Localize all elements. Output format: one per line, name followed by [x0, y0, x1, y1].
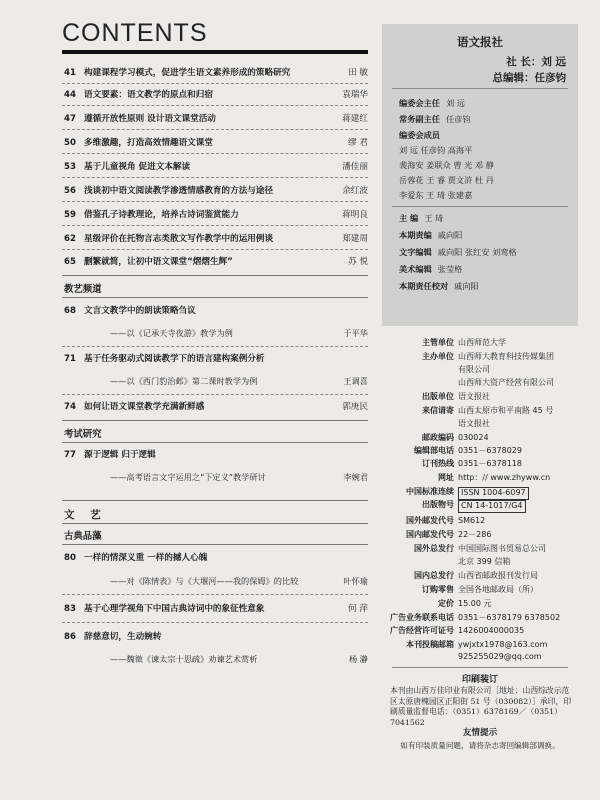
section-heading: 教艺频道: [64, 284, 102, 295]
publisher-name: 语文报社: [457, 35, 503, 49]
contents-title: CONTENTS: [62, 19, 208, 47]
divider: [392, 206, 568, 207]
section-divider: [62, 500, 368, 501]
section-heading: 考试研究: [64, 429, 102, 440]
section-divider: [62, 523, 368, 524]
members-row: 岳蓉花 王 睿 贾文浒 杜 丹: [399, 175, 494, 185]
tip-heading: 友情提示: [462, 728, 498, 738]
text-editors: 文字编辑 戚向阳 张红安 刘鸾格: [399, 247, 517, 257]
divider: [62, 153, 368, 154]
members-row: 裴海安 姜联众 曾 光 邓 静: [399, 160, 494, 170]
chief-editor-line: 总编辑：任彦钧: [492, 72, 566, 84]
tip-text: 如有印装质量问题，请将杂志寄回编辑部调换。: [400, 741, 560, 750]
divider: [62, 622, 368, 623]
proofreader: 本期责任校对 戚向阳: [399, 281, 479, 291]
table-of-contents: CONTENTS 41 构建课程学习模式，促进学生语文素养形成的策略研究 田 敏 44 语文要素：语文教学的原点和归宿 袁瑞华 47 遵循开放性原则 设计语文课堂活动 蒋建红 50 多维激趣，打造高效情趣语文课堂 缪 君 53 基于儿童视角 促进文本解读 潘佳丽 56 浅谈初中语文阅读教学渗透情感教育的方法与途径 余红波 59 借鉴孔子诗教理论，培养古诗词鉴赏能力 蒋明良 62 星级评价在托物言志类散文写作教学中的运用例谈 郑建周 65 删繁就简，让初中语文课堂“熠熠生辉” 苏 悦 教艺频道 68 文言文教学中的朗读策略刍议 ——以《记承天寺夜游》教学为例 于平华 71 基于任务驱动式阅读教学下的语言建构案例分析 ——以《西门豹治邺》第二课时教学为例 王调喜 74 如何让语文课堂教学充满新鲜感 郭庚民 考试研究 77 源于逻辑 归于逻辑 ——高考语言文字运用之“下定义”教学研讨 李婉君 文 艺 古典品藻 80 一样的情深义重 一样的撼人心魄 ——对《陈情表》与《大堰河——我的保姆》的比较 叶怀瑜 83 基于心理学视角下中国古典诗词中的象征性意象 何 萍 86 辞慈意切，生动婉转 ——魏徵《谏太宗十思疏》劝谏艺术赏析 杨 瀞: [62, 19, 368, 664]
section-divider: [62, 275, 368, 276]
printing-heading: 印刷装订: [461, 675, 498, 685]
divider: [62, 594, 368, 595]
divider: [62, 129, 368, 130]
section-divider: [62, 297, 368, 298]
committee-chair: 编委会主任 刘 远: [399, 98, 465, 108]
section-divider: [62, 442, 368, 443]
title-rule: [62, 50, 368, 54]
editorial-board-panel: [382, 24, 578, 326]
section-divider: [62, 544, 368, 545]
section-heading-major: 文 艺: [64, 509, 107, 521]
members-label: 编委会成员: [399, 130, 440, 140]
divider: [392, 88, 568, 89]
issue-editor: 本期责编 戚向阳: [399, 230, 463, 240]
president-line: 社 长：刘 远: [506, 56, 566, 68]
divider: [392, 667, 568, 668]
art-editor: 美术编辑 张莹格: [399, 264, 463, 274]
members-row: 李爱东 王 琦 张建嘉: [399, 190, 473, 200]
masthead: 语文报社 社 长：刘 远 总编辑：任彦钧 编委会主任 刘 远 常务副主任 任彦钧 编委会成员 刘 远 任彦钧 高海平 裴海安 姜联众 曾 光 邓 静 岳蓉花 王 睿 贾文浒 杜 丹 李爱东 王 琦 张建嘉 主 编 王 琦 本期责编 戚向阳 文字编辑 戚向阳 张红安 刘鸾格 美术编辑 张莹格 本期责任校对 戚向阳 主管单位 山西师范大学 主办单位 山西师大教育科技传媒集团 有限公司 山西师大资产经营有限公司 出版单位 语文报社 来信请寄 山西太原市和平南路 45 号 语文报社 邮政编码 030024 编辑部电话 0351－6378029 订刊热线 0351－6378118 网址 http：// www.zhyww.cn 中国标准连续 ISSN 1004-6097 出版物号 CN 14-1017/G4 国外邮发代号 SM612 国内邮发代号 22－286 国外总发行 中国国际图书贸易总公司 北京 399 信箱 国内总发行 山西省邮政报刊发行局 订购零售 全国各地邮政局（所） 定价 15.00 元 广告业务联系电话 0351－6378179 6378502 广告经营许可证号 1426004000035 本刊投稿邮箱 ywjxtx1978@163.com 925255029@qq.com 印刷装订 本刊由山西万佳印业有限公司［地址：山西综改示范区太原唐槐园区正阳街 51 号（030082）］承印，印刷质量监督电话：（0351）6378169／（0351）7041562 友情提示 如有印装质量问题，请将杂志寄回编辑部调换。: [382, 24, 578, 759]
members-row: 刘 远 任彦钧 高海平: [399, 145, 473, 155]
divider: [62, 394, 368, 395]
divider: [62, 83, 368, 84]
divider: [62, 225, 368, 226]
divider: [62, 201, 368, 202]
subsection-heading: 古典品藻: [64, 531, 102, 542]
divider: [62, 249, 368, 250]
divider: [62, 346, 368, 347]
divider: [62, 105, 368, 106]
section-divider: [62, 420, 368, 421]
printing-notice: 本刊由山西万佳印业有限公司［地址：山西综改示范区太原唐槐园区正阳街 51 号（030082）］承印，印刷质量监督电话：（0351）6378169／（0351）7041562: [390, 686, 572, 727]
divider: [62, 177, 368, 178]
chief-editor: 主 编 王 琦: [399, 213, 444, 223]
vice-chair: 常务副主任 任彦钧: [399, 114, 471, 124]
